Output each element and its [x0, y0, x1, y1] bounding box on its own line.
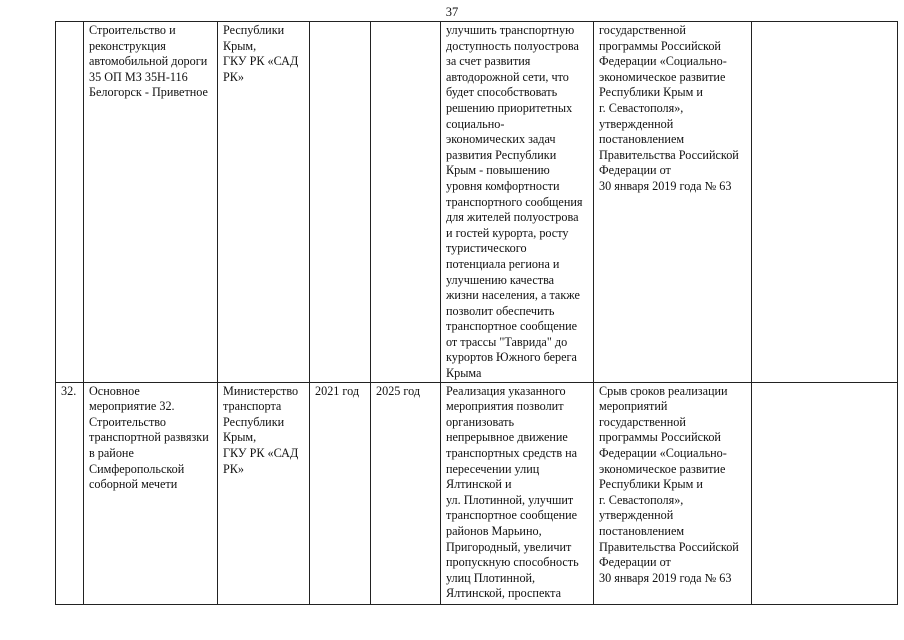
start-year-cell: 2021 год	[310, 382, 371, 604]
executor-cell: Министерство транспорта Республики Крым, ГКУ РК «САД РК»	[218, 382, 310, 604]
row-number-cell: 32.	[56, 382, 84, 604]
expected-result-cell: Реализация указанного мероприятия позволит организовать непрерывное движение транспортных средств на пересечении улиц Ялтинской и ул. Плотинной, улучшит транспортное сообщение районов Марьино, Пригородный, увеличит пропускную способность улиц Плотинной, Ялтинской, проспекта	[441, 382, 594, 604]
consequence-cell: государственной программы Российской Федерации «Социально- экономическое развитие Республики Крым и г. Севастополя», утвержденной постановлением Правительства Российской Федерации от 30 января 2019 года № 63	[594, 22, 752, 383]
measure-name-cell: Строительство и реконструкция автомобильной дороги 35 ОП МЗ 35Н-116 Белогорск - Приветное	[84, 22, 218, 383]
measure-name-cell: Основное мероприятие 32. Строительство транспортной развязки в районе Симферопольской соборной мечети	[84, 382, 218, 604]
consequence-cell: Срыв сроков реализации мероприятий государственной программы Российской Федерации «Социально- экономическое развитие Республики Крым и г. Севастополя», утвержденной постановлением Правительства Российской Федерации от 30 января 2019 года № 63	[594, 382, 752, 604]
measures-table	[55, 21, 898, 605]
related-indicator-cell	[752, 22, 898, 383]
expected-result-cell: улучшить транспортную доступность полуострова за счет развития автодорожной сети, что будет способствовать решению приоритетных социально- экономических задач развития Республики Крым - повышению уровня комфортности транспортного сообщения для жителей полуострова и гостей курорта, росту туристического потенциала региона и улучшению качества жизни населения, а также позволит обеспечить транспортное сообщение от трассы "Таврида" до курортов Южного берега Крыма	[441, 22, 594, 383]
end-year-cell: 2025 год	[371, 382, 441, 604]
related-indicator-cell	[752, 382, 898, 604]
table-row	[56, 22, 898, 383]
row-number-cell	[56, 22, 84, 383]
page-number: 37	[445, 5, 459, 19]
start-year-cell	[310, 22, 371, 383]
table-row	[56, 382, 898, 604]
end-year-cell	[371, 22, 441, 383]
executor-cell: Республики Крым, ГКУ РК «САД РК»	[218, 22, 310, 383]
